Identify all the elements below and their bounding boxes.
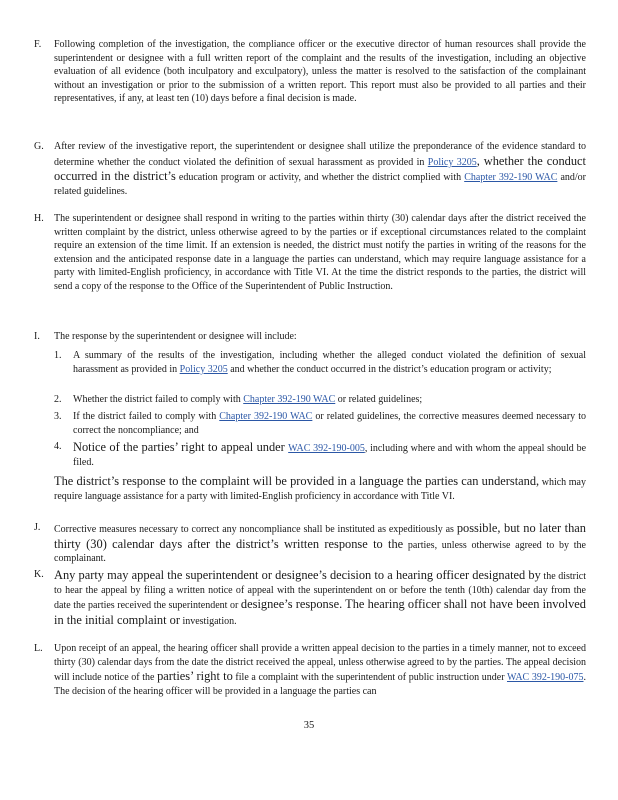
section-text: [54, 140, 586, 198]
chapter-392-190-wac-link[interactable]: Chapter 392-190 WAC: [219, 411, 313, 422]
item-text: [73, 440, 586, 469]
item-number: 2.: [54, 394, 62, 405]
policy-3205-link[interactable]: Policy 3205: [427, 156, 477, 168]
section-l: [34, 642, 586, 698]
section-letter: K.: [34, 569, 44, 580]
policy-3205-link[interactable]: Policy 3205: [179, 363, 228, 375]
item-text: [73, 410, 586, 437]
list-item: [54, 410, 586, 437]
text-run: After review of the investigative report, the superintendent or designee shall utilize the preponderance of the evidence standard to determine whether the conduct violated the definition of sexual harassment as provided in: [54, 141, 586, 168]
section-text: [54, 568, 586, 628]
list-item: [54, 349, 586, 376]
text-run: Any party may appeal the superintendent or designee’s decision to a hearing officer designated by: [54, 568, 541, 582]
text-run: designee’s response. The hearing officer shall not have been involved in the initial complaint or: [54, 597, 587, 627]
text-run: Notice of the parties’ right to appeal under: [73, 440, 289, 454]
section-letter: J.: [34, 522, 41, 533]
text-run: which may require language assistance for a party with limited-English proficiency in accordance with Title VI.: [54, 477, 586, 502]
text-run: or related guidelines;: [335, 394, 423, 405]
text-run: The district’s response to the complaint will be provided in a language the parties can understand,: [54, 474, 540, 488]
chapter-392-190-wac-link[interactable]: Chapter 392-190 WAC: [243, 394, 336, 405]
section-text: Following completion of the investigation, the compliance officer or the executive director of human resources shall provide the superintendent or designee with a full written report of the complaint and the results of the investigation, including an objective evaluation of all evidence (both inculpatory and exculpatory), unless the matter is resolved to the satisfaction of the complainant without an investigation or prior to the submission of a written report. This report must also be provided to all parties and their representatives, if any, at least ten (10) days before a final decision is made.: [54, 39, 586, 105]
text-run: Upon receipt of an appeal, the hearing officer shall provide a written appeal decision to the parties in a timely manner, not to exceed thirty (30) calendar days from the date the district received the appeal, unless otherwise agreed to by the parties. The appeal decision will include notice of the: [54, 643, 586, 684]
item-text: [73, 393, 586, 407]
text-run: , whether the conduct occurred in the district’s: [54, 153, 586, 184]
item-number: 4.: [54, 441, 62, 452]
text-run: investigation.: [179, 615, 237, 627]
section-letter: L.: [34, 643, 43, 654]
section-h: [34, 212, 586, 294]
text-run: and whether the conduct occurred in the district’s education program or activity;: [227, 363, 552, 375]
closing-text: [54, 474, 586, 503]
text-run: file a complaint with the superintendent of public instruction under: [232, 672, 507, 684]
text-run: Whether the district failed to comply with: [73, 394, 244, 405]
section-i-closing: [34, 474, 586, 503]
text-run: . The decision of the hearing officer will be provided in a language the parties can: [54, 672, 586, 697]
page-number: 35: [303, 720, 315, 731]
chapter-392-190-wac-link[interactable]: Chapter 392-190 WAC: [464, 172, 558, 184]
item-number: 3.: [54, 411, 62, 422]
wac-392-190-005-link[interactable]: WAC 392-190-005: [288, 443, 365, 454]
text-run: Corrective measures necessary to correct any noncompliance shall be instituted as expeditiously as: [54, 524, 457, 535]
list-item: [54, 440, 586, 469]
section-text: [54, 642, 586, 698]
section-intro: The response by the superintendent or designee will include:: [54, 331, 297, 342]
section-letter: F.: [34, 39, 42, 50]
section-text: [54, 521, 586, 566]
text-run: education program or activity, and whether the district complied with: [175, 172, 465, 184]
section-f: [34, 38, 586, 106]
section-letter: H.: [34, 213, 44, 224]
item-text: [73, 349, 586, 376]
text-run: A summary of the results of the investigation, including whether the alleged conduct violated the definition of sexual harassment as provided in: [73, 350, 586, 375]
section-letter: G.: [34, 141, 44, 152]
section-k: [34, 568, 586, 628]
text-run: possible, but no later than thirty (30) calendar days after the district’s written response to the: [54, 521, 586, 551]
item-number: 1.: [54, 350, 62, 361]
text-run: , including where and with whom the appeal should be filed.: [73, 443, 587, 468]
section-g: [34, 140, 586, 198]
text-run: If the district failed to comply with: [73, 411, 220, 422]
text-run: the district to hear the appeal by filing a written notice of appeal with the superintendent on or before the tenth (10th) calendar day from the date the parties received the superintendent or: [54, 571, 586, 612]
section-letter: I.: [34, 331, 40, 342]
section-i: [34, 330, 586, 344]
text-run: parties’ right to: [157, 669, 233, 684]
wac-392-190-075-link[interactable]: WAC 392-190-075: [506, 672, 584, 684]
text-run: and/or related guidelines.: [54, 172, 586, 197]
list-item: [54, 393, 586, 407]
text-run: parties, unless otherwise agreed to by the complainant.: [54, 539, 586, 565]
text-run: or related guidelines, the corrective measures deemed necessary to correct the noncompliance; and: [73, 411, 586, 436]
section-text: The superintendent or designee shall respond in writing to the parties within thirty (30) calendar days after the district received the written complaint by the district, unless otherwise agreed to by the parties or if exceptional circumstances related to the complaint require an extension of the time limit. If an extension is needed, the district must notify the parties in writing of the reasons for the extension and the anticipated response date in a language the parties can understand, which may require language assistance for a party with limited-English proficiency, in accordance with Title VI. At the time the district responds to the parties, the district will send a copy of the response to the Office of the Superintendent of Public Instruction.: [54, 213, 586, 292]
section-j: [34, 521, 586, 566]
